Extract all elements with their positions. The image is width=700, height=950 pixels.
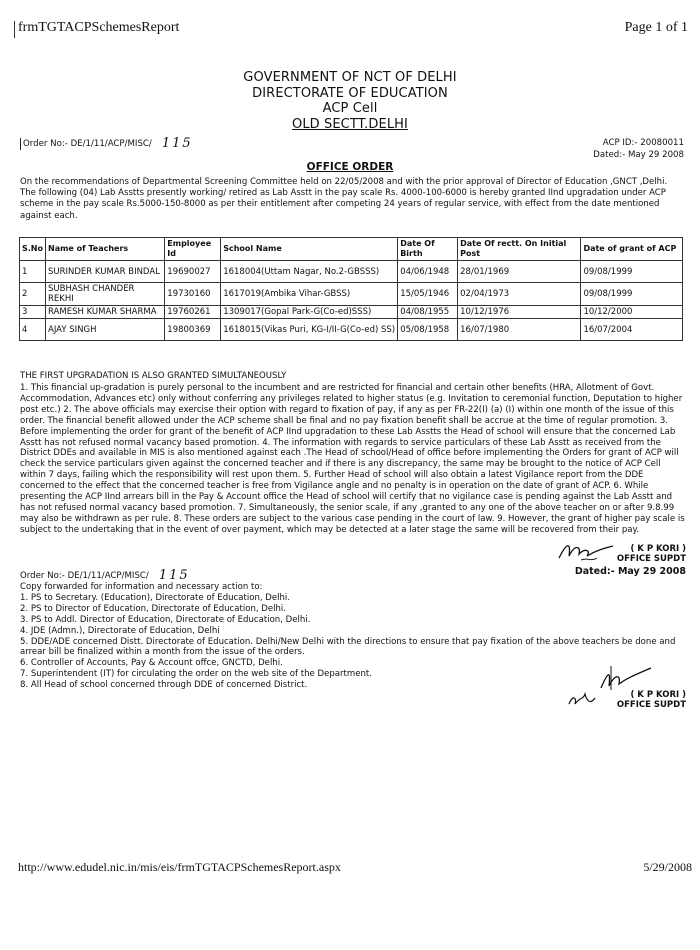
teachers-table [19, 237, 683, 341]
order-number-handwritten: 115 [161, 136, 193, 151]
letterhead-cell: ACP Cell [322, 101, 378, 116]
order-number-label: Order No:- DE/1/11/ACP/MISC/ [23, 138, 152, 149]
margin-mark [20, 138, 21, 150]
letterhead [0, 70, 700, 132]
header-employee-id: Employee Id [165, 238, 221, 261]
cell-name: SURINDER KUMAR BINDAL [46, 261, 165, 283]
cell-dob: 15/05/1946 [398, 283, 458, 306]
cell-name: AJAY SINGH [46, 319, 165, 341]
cell-dob: 05/08/1958 [398, 319, 458, 341]
signature-date: Dated:- May 29 2008 [574, 566, 686, 577]
table-row [20, 261, 683, 283]
acp-id: ACP ID:- 20080011 [602, 138, 684, 148]
cell-recruitment-date: 02/04/1973 [458, 283, 581, 306]
copy-order-number-label: Order No:- DE/1/11/ACP/MISC/ [20, 570, 149, 581]
signature-block [617, 544, 686, 564]
copy-item: 2. PS to Director of Education, Directorate of Education, Delhi. [20, 603, 287, 614]
signature-scribble-2 [567, 664, 657, 711]
letterhead-government: GOVERNMENT OF NCT OF DELHI [243, 70, 457, 85]
order-date: Dated:- May 29 2008 [593, 150, 684, 160]
letterhead-directorate: DIRECTORATE OF EDUCATION [252, 85, 448, 101]
cell-employee-id: 19690027 [165, 261, 221, 283]
cell-sno: 3 [20, 306, 46, 319]
copy-order-number-handwritten: 115 [158, 568, 190, 583]
signatory-name: ( K P KORI ) [630, 544, 686, 554]
cell-employee-id: 19760261 [165, 306, 221, 319]
order-number [20, 136, 193, 151]
cell-dob: 04/06/1948 [398, 261, 458, 283]
cell-school: 1617019(Ambika Vihar-GBSS) [221, 283, 398, 306]
acp-info [593, 137, 684, 161]
copy-item: 5. DDE/ADE concerned Distt. Directorate of Education. Delhi/New Delhi with the directions to ensure that pay fixation of the above teachers be done and arrear bill be finalized within a month from the issue of the orders. [20, 636, 676, 658]
header-recruitment-date: Date Of rectt. On Initial Post [458, 238, 581, 261]
copy-item: 7. Superintendent (IT) for circulating the order on the web site of the Department. [20, 669, 372, 680]
table-header-row [20, 238, 683, 261]
copy-item: 4. JDE (Admn.), Directorate of Education, Delhi [20, 625, 220, 636]
cell-name: RAMESH KUMAR SHARMA [46, 306, 165, 319]
header-school-name: School Name [221, 238, 398, 261]
cell-sno: 1 [20, 261, 46, 283]
cell-school: 1618015(Vikas Puri, KG-I/II-G(Co-ed) SS) [221, 319, 398, 341]
signature-icon [557, 540, 615, 562]
copy-item: 6. Controller of Accounts, Pay & Account offce, GNCTD, Delhi. [20, 658, 283, 669]
signature-icon [567, 664, 657, 708]
print-header-page: Page 1 of 1 [624, 20, 688, 35]
office-order-title: OFFICE ORDER [306, 161, 394, 173]
copy-intro: Copy forwarded for information and necessary action to: [20, 582, 263, 592]
cell-employee-id: 19730160 [165, 283, 221, 306]
header-acp-grant-date: Date of grant of ACP [581, 238, 683, 261]
signatory-designation-2: OFFICE SUPDT [616, 700, 686, 710]
intro-paragraph: On the recommendations of Departmental Screening Committee held on 22/05/2008 and with the prior approval of Director of Education ,GNCT ,Delhi. The following (04) Lab Asstts presently working/ retired as Lab Asstt in the pay scale Rs. 4000-100-6000 is hereby granted IInd upgradation under ACP scheme in the pay scale Rs.5000-150-8000 as per their entitlement after competing 24 years of regular service, with effect from the date mentioned against each. [20, 177, 668, 221]
copy-order-number [20, 568, 190, 583]
conditions-paragraph: 1. This financial up-gradation is purely personal to the incumbent and are restricted for financial and certain other benefits (HRA, Allotment of Govt. Accommodation, Advances etc) only without conferring any privileges related to higher status (e.g. Invitation to ceremonial function, Deputation to higher post etc.) 2. The above officials may exercise their option with regard to fixation of pay, if any as per FR-22(I) (a) (I) within one month of the issue of this order. The financial benefit allowed under the ACP scheme shall be final and no pay fixation benefit shall be accrue at the time of regular promotion. 3. Before implementing the order for grant of the benefit of ACP IInd upgradation to these Lab Asstts the Head of school will ensure that the concerned Lab Asstt has not refused normal vacancy based promotion. 4. The information with regards to service particulars of these Lab Asstt as received from the District DDEs and available in MIS is also mentioned against each .The Head of school/Head of office before implementing the Orders for grant of ACP will check the service particulars given against the concerned teacher and if there is any discrepancy, the same may be brought to the notice of ACP Cell within 7 days, failing which the responsibility will rest upon them. 5. Further Head of school will also obtain a latest Vigilance report from the DDE concerned to the effect that the concerned teacher is free from Vigilance angle and no penalty is in operation on the date of grant of ACP. 6. While presenting the ACP IInd arrears bill in the Pay & Account office the Head of school will certify that no vigilance case is pending against the Lab Asstt and has not refused normal vacancy based promotion. 7. Simultaneously, the senior scale, if any ,granted to any one of the above teacher on or after 9.8.99 may also be withdrawn as per rule. 8. These orders are subject to the various case pending in the court of law. 9. However, the grant of higher pay scale is subject to the undertaking that in the event of over payment, which may be detected at a later stage the same will be recovered from their pay. [20, 383, 685, 535]
cell-sno: 2 [20, 283, 46, 306]
cell-school: 1309017(Gopal Park-G(Co-ed)SSS) [221, 306, 398, 319]
copy-item: 3. PS to Addl. Director of Education, Directorate of Education, Delhi. [20, 614, 311, 625]
cell-acp-date: 16/07/2004 [581, 319, 683, 341]
header-name: Name of Teachers [46, 238, 165, 261]
cell-employee-id: 19800369 [165, 319, 221, 341]
first-upgradation-note: THE FIRST UPGRADATION IS ALSO GRANTED SIMULTANEOUSLY [20, 371, 287, 381]
header-sno: S.No [20, 238, 46, 261]
copy-item: 8. All Head of school concerned through DDE of concerned District. [20, 680, 308, 691]
print-footer-url: http://www.edudel.nic.in/mis/eis/frmTGTACPSchemesReport.aspx [18, 860, 341, 874]
table-row [20, 283, 683, 306]
signature-scribble [557, 540, 615, 562]
cell-recruitment-date: 10/12/1976 [458, 306, 581, 319]
table-row [20, 319, 683, 341]
signature-block-2 [617, 690, 686, 710]
cell-sno: 4 [20, 319, 46, 341]
cell-acp-date: 09/08/1999 [581, 283, 683, 306]
print-header-title: frmTGTACPSchemesReport [18, 20, 180, 35]
cell-acp-date: 10/12/2000 [581, 306, 683, 319]
cell-dob: 04/08/1955 [398, 306, 458, 319]
copy-item: 1. PS to Secretary. (Education), Directorate of Education, Delhi. [20, 592, 291, 603]
print-footer-date: 5/29/2008 [643, 860, 692, 874]
header-dob: Date Of Birth [398, 238, 458, 261]
cell-name: SUBHASH CHANDER REKHI [46, 283, 165, 306]
signatory-name-2: ( K P KORI ) [630, 690, 686, 700]
cell-recruitment-date: 28/01/1969 [458, 261, 581, 283]
cell-acp-date: 09/08/1999 [581, 261, 683, 283]
signatory-designation: OFFICE SUPDT [616, 554, 686, 564]
cell-recruitment-date: 16/07/1980 [458, 319, 581, 341]
table-row [20, 306, 683, 319]
cell-school: 1618004(Uttam Nagar, No.2-GBSSS) [221, 261, 398, 283]
letterhead-address: OLD SECTT.DELHI [292, 116, 408, 132]
